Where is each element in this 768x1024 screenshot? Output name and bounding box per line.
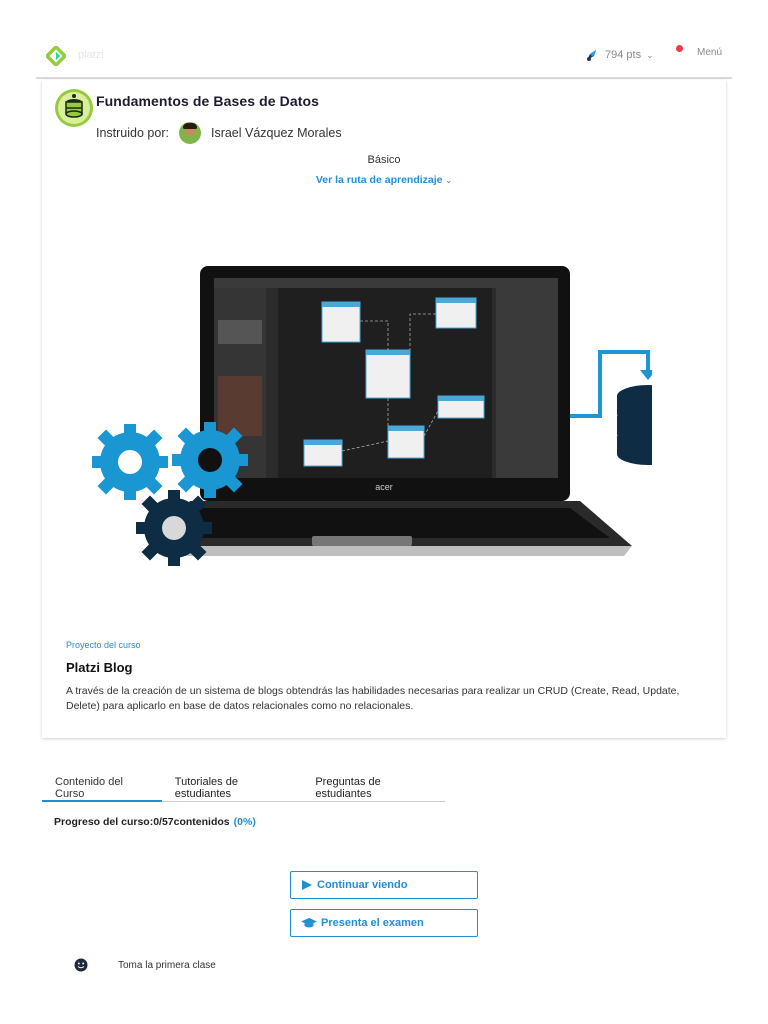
points-dropdown[interactable]: [584, 47, 654, 63]
learning-route-link[interactable]: [42, 174, 726, 186]
course-card: [42, 80, 726, 738]
instructor-row: [96, 122, 342, 144]
take-exam-label: Presenta el examen: [321, 917, 424, 929]
progress-label: Progreso del curso:: [54, 816, 154, 828]
gear-icon: [92, 424, 168, 500]
logo-text: platzi: [78, 49, 104, 61]
gear-icon: [172, 422, 248, 498]
points-value: 794 pts: [605, 49, 642, 61]
course-tabs: [42, 770, 445, 802]
course-title: Fundamentos de Bases de Datos: [96, 93, 320, 109]
project-title: Platzi Blog: [66, 660, 133, 675]
course-hero-illustration: [92, 266, 652, 596]
continue-watching-label: Continuar viendo: [317, 879, 408, 891]
play-icon: [301, 879, 313, 891]
platzi-logo-icon[interactable]: [46, 46, 66, 66]
notification-dot-icon: [676, 45, 683, 52]
menu-label: Menú: [697, 47, 723, 58]
take-exam-button[interactable]: [290, 909, 478, 937]
smiley-icon: [74, 958, 88, 972]
rocket-icon: [584, 47, 600, 63]
continue-watching-button[interactable]: [290, 871, 478, 899]
header-divider: [36, 77, 732, 79]
course-level: Básico: [367, 154, 401, 166]
instructor-name[interactable]: Israel Vázquez Morales: [210, 126, 342, 140]
instructor-avatar[interactable]: [179, 122, 201, 144]
first-class-item[interactable]: [74, 958, 216, 972]
chevron-down-icon: ⌄: [445, 176, 453, 185]
project-label: Proyecto del curso: [66, 640, 141, 650]
project-description: A través de la creación de un sistema de blogs obtendrás las habilidades necesarias para realizar un CRUD (Create, Read, Update, Delete) para aplicarlo en base de datos relacionales como no relacionales.: [66, 685, 680, 712]
menu-button[interactable]: [676, 47, 722, 58]
progress-percent: (0%): [233, 816, 256, 828]
database-course-badge-icon: [54, 88, 94, 128]
chevron-down-icon: ⌄: [646, 49, 654, 60]
gear-icon: [136, 490, 212, 566]
learning-route-label: Ver la ruta de aprendizaje: [315, 174, 443, 186]
instructor-prefix: Instruido por:: [96, 126, 169, 140]
svg-text:acer: acer: [375, 482, 393, 492]
tab-student-tutorials[interactable]: Tutoriales de estudiantes: [174, 776, 238, 800]
tab-course-content[interactable]: Contenido del Curso: [42, 770, 162, 802]
top-navbar: [0, 0, 768, 78]
first-class-label: Toma la primera clase: [118, 959, 216, 971]
course-progress: [54, 816, 256, 828]
progress-count: 0/57contenidos: [153, 816, 230, 828]
graduation-cap-icon: [301, 917, 317, 929]
tab-student-questions[interactable]: Preguntas de estudiantes: [315, 776, 381, 800]
